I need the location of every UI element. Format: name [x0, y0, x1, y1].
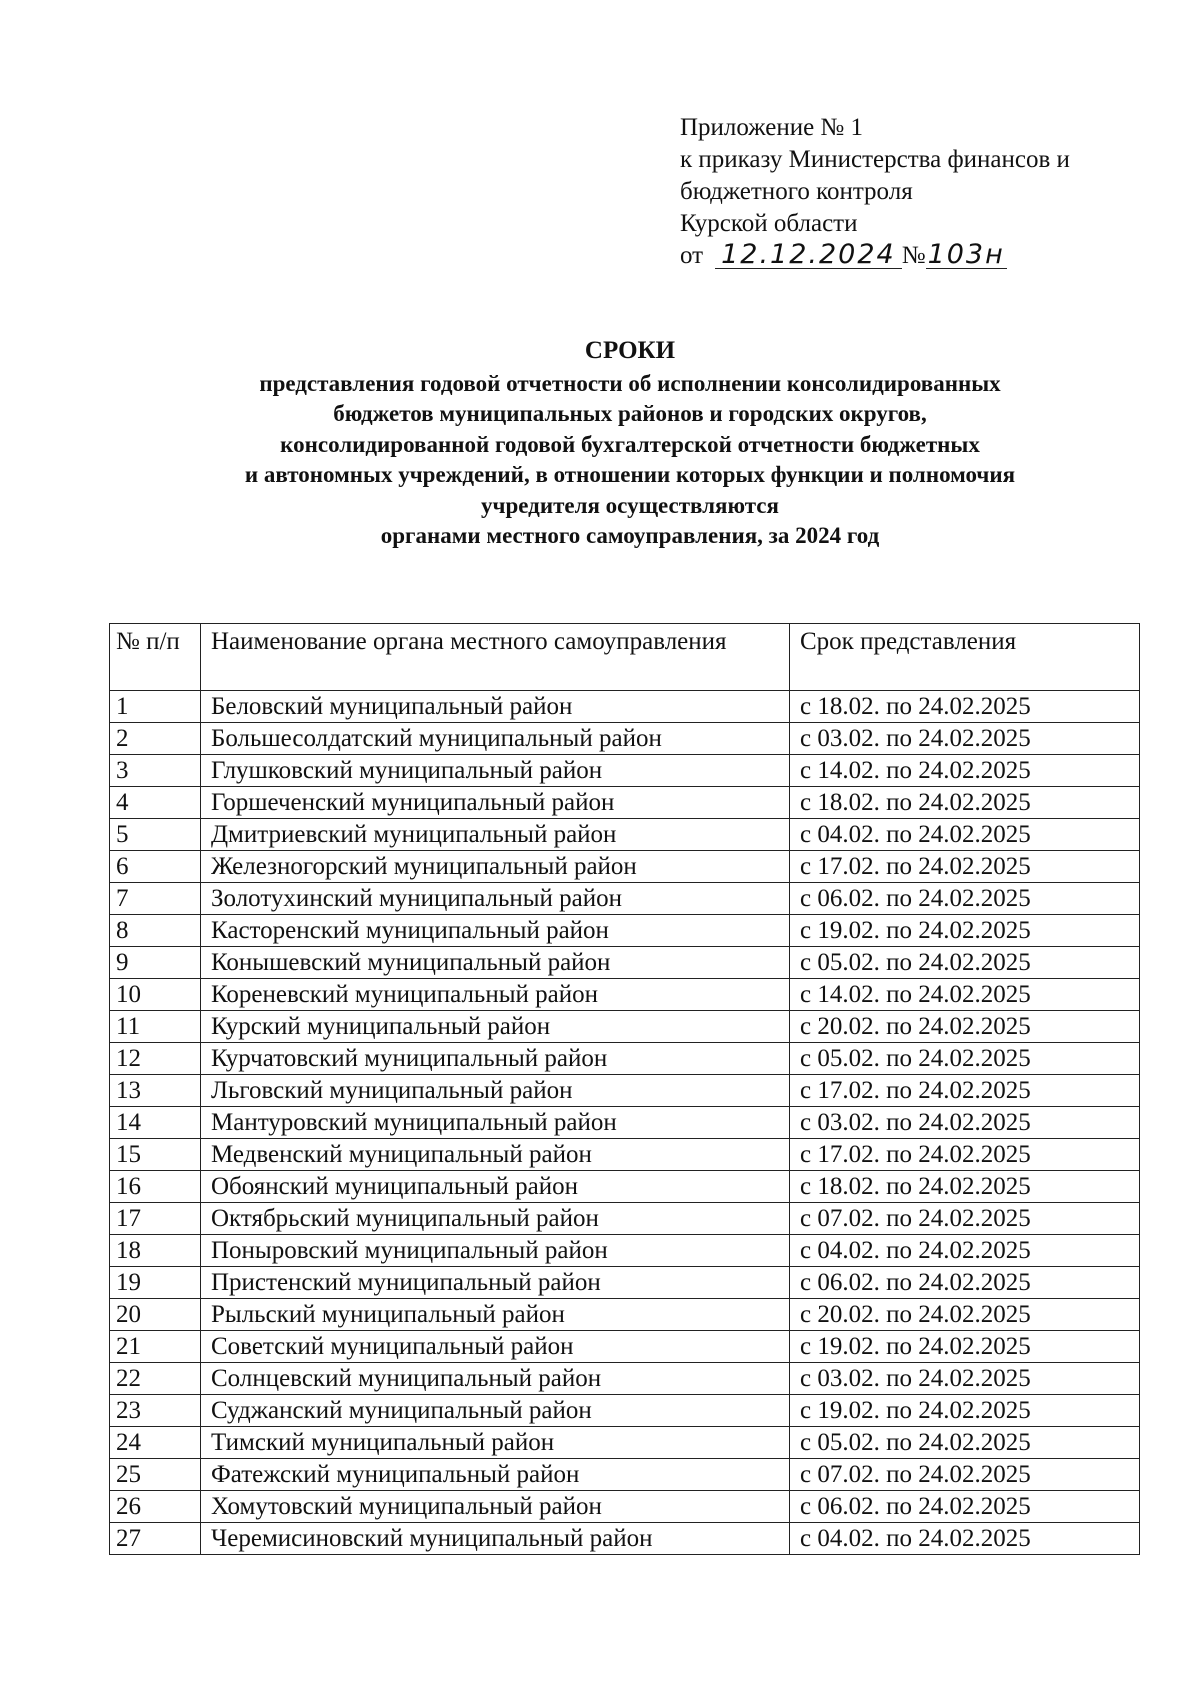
- row-deadline: с 20.02. по 24.02.2025: [790, 1011, 1140, 1043]
- table-row: [110, 1203, 1140, 1235]
- appendix-number: Приложение № 1: [680, 114, 864, 141]
- row-deadline: с 06.02. по 24.02.2025: [790, 883, 1140, 915]
- row-number: 3: [110, 755, 201, 787]
- row-deadline: с 19.02. по 24.02.2025: [790, 1331, 1140, 1363]
- row-number: 22: [110, 1363, 201, 1395]
- row-number: 9: [110, 947, 201, 979]
- row-body-name: Дмитриевский муниципальный район: [201, 819, 790, 851]
- header-body-name: Наименование органа местного самоуправления: [201, 624, 790, 691]
- order-date-line: [680, 240, 1070, 272]
- row-number: 15: [110, 1139, 201, 1171]
- row-number: 5: [110, 819, 201, 851]
- row-deadline: с 14.02. по 24.02.2025: [790, 755, 1140, 787]
- row-deadline: с 19.02. по 24.02.2025: [790, 1395, 1140, 1427]
- row-deadline: с 03.02. по 24.02.2025: [790, 723, 1140, 755]
- row-number: 19: [110, 1267, 201, 1299]
- row-body-name: Большесолдатский муниципальный район: [201, 723, 790, 755]
- row-body-name: Обоянский муниципальный район: [201, 1171, 790, 1203]
- row-deadline: с 20.02. по 24.02.2025: [790, 1299, 1140, 1331]
- table-row: [110, 1299, 1140, 1331]
- row-number: 2: [110, 723, 201, 755]
- row-number: 1: [110, 691, 201, 723]
- appendix-region: Курской области: [680, 210, 858, 237]
- row-number: 7: [110, 883, 201, 915]
- row-deadline: с 05.02. по 24.02.2025: [790, 947, 1140, 979]
- table-row: [110, 1363, 1140, 1395]
- row-deadline: с 17.02. по 24.02.2025: [790, 851, 1140, 883]
- row-deadline: с 17.02. по 24.02.2025: [790, 1075, 1140, 1107]
- row-body-name: Октябрьский муниципальный район: [201, 1203, 790, 1235]
- table-row: [110, 1235, 1140, 1267]
- row-deadline: с 04.02. по 24.02.2025: [790, 1235, 1140, 1267]
- heading-line-4: и автономных учреждений, в отношении которых функции и полномочия: [244, 462, 1016, 487]
- row-body-name: Тимский муниципальный район: [201, 1427, 790, 1459]
- row-deadline: с 04.02. по 24.02.2025: [790, 819, 1140, 851]
- row-number: 18: [110, 1235, 201, 1267]
- row-number: 4: [110, 787, 201, 819]
- appendix-order-ref: к приказу Министерства финансов и: [680, 146, 1070, 173]
- row-deadline: с 05.02. по 24.02.2025: [790, 1043, 1140, 1075]
- document-heading: [120, 336, 1140, 552]
- handwritten-date: 12.12.2024: [715, 242, 902, 269]
- row-deadline: с 17.02. по 24.02.2025: [790, 1139, 1140, 1171]
- row-number: 13: [110, 1075, 201, 1107]
- heading-line-1: представления годовой отчетности об исполнении консолидированных: [259, 370, 1001, 396]
- row-number: 6: [110, 851, 201, 883]
- handwritten-order-number: 103н: [927, 239, 1005, 270]
- row-body-name: Хомутовский муниципальный район: [201, 1491, 790, 1523]
- row-number: 27: [110, 1523, 201, 1555]
- table-row: [110, 691, 1140, 723]
- row-number: 12: [110, 1043, 201, 1075]
- table-row: [110, 755, 1140, 787]
- table-row: [110, 1171, 1140, 1203]
- table-row: [110, 1395, 1140, 1427]
- row-body-name: Черемисиновский муниципальный район: [201, 1523, 790, 1555]
- table-row: [110, 723, 1140, 755]
- table-body: [110, 691, 1140, 1555]
- table-row: [110, 1331, 1140, 1363]
- row-number: 8: [110, 915, 201, 947]
- row-body-name: Конышевский муниципальный район: [201, 947, 790, 979]
- row-deadline: с 18.02. по 24.02.2025: [790, 691, 1140, 723]
- table-row: [110, 1075, 1140, 1107]
- row-body-name: Советский муниципальный район: [201, 1331, 790, 1363]
- heading-line-6: органами местного самоуправления, за 2024 год: [380, 523, 880, 548]
- table-row: [110, 1139, 1140, 1171]
- document-title: СРОКИ: [584, 337, 676, 364]
- row-deadline: с 18.02. по 24.02.2025: [790, 787, 1140, 819]
- row-number: 14: [110, 1107, 201, 1139]
- row-number: 25: [110, 1459, 201, 1491]
- row-body-name: Касторенский муниципальный район: [201, 915, 790, 947]
- row-body-name: Курчатовский муниципальный район: [201, 1043, 790, 1075]
- row-deadline: с 03.02. по 24.02.2025: [790, 1363, 1140, 1395]
- table-header-row: [110, 624, 1140, 691]
- deadlines-table: [109, 623, 1140, 1555]
- row-number: 23: [110, 1395, 201, 1427]
- table-row: [110, 1267, 1140, 1299]
- date-prefix: от: [680, 242, 704, 269]
- row-deadline: с 19.02. по 24.02.2025: [790, 915, 1140, 947]
- appendix-block: [680, 112, 1070, 272]
- row-deadline: с 06.02. по 24.02.2025: [790, 1267, 1140, 1299]
- row-number: 17: [110, 1203, 201, 1235]
- row-body-name: Курский муниципальный район: [201, 1011, 790, 1043]
- row-number: 21: [110, 1331, 201, 1363]
- table-row: [110, 1491, 1140, 1523]
- row-body-name: Фатежский муниципальный район: [201, 1459, 790, 1491]
- header-number: № п/п: [110, 624, 201, 691]
- table-row: [110, 1523, 1140, 1555]
- row-deadline: с 14.02. по 24.02.2025: [790, 979, 1140, 1011]
- row-deadline: с 07.02. по 24.02.2025: [790, 1459, 1140, 1491]
- row-deadline: с 07.02. по 24.02.2025: [790, 1203, 1140, 1235]
- row-body-name: Рыльский муниципальный район: [201, 1299, 790, 1331]
- row-body-name: Кореневский муниципальный район: [201, 979, 790, 1011]
- row-deadline: с 03.02. по 24.02.2025: [790, 1107, 1140, 1139]
- number-sign: №: [901, 242, 926, 269]
- row-body-name: Железногорский муниципальный район: [201, 851, 790, 883]
- row-number: 11: [110, 1011, 201, 1043]
- heading-line-2: бюджетов муниципальных районов и городских округов,: [333, 401, 927, 426]
- table-row: [110, 1043, 1140, 1075]
- table-row: [110, 1107, 1140, 1139]
- heading-line-5: учредителя осуществляются: [481, 492, 779, 518]
- row-body-name: Горшеченский муниципальный район: [201, 787, 790, 819]
- row-body-name: Мантуровский муниципальный район: [201, 1107, 790, 1139]
- row-number: 10: [110, 979, 201, 1011]
- row-deadline: с 06.02. по 24.02.2025: [790, 1491, 1140, 1523]
- row-body-name: Суджанский муниципальный район: [201, 1395, 790, 1427]
- row-number: 24: [110, 1427, 201, 1459]
- row-body-name: Солнцевский муниципальный район: [201, 1363, 790, 1395]
- row-deadline: с 18.02. по 24.02.2025: [790, 1171, 1140, 1203]
- header-deadline: Срок представления: [790, 624, 1140, 691]
- row-number: 26: [110, 1491, 201, 1523]
- table-row: [110, 787, 1140, 819]
- row-number: 16: [110, 1171, 201, 1203]
- heading-line-3: консолидированной годовой бухгалтерской отчетности бюджетных: [280, 431, 980, 457]
- table-row: [110, 947, 1140, 979]
- table-row: [110, 819, 1140, 851]
- row-body-name: Медвенский муниципальный район: [201, 1139, 790, 1171]
- table-row: [110, 1427, 1140, 1459]
- row-deadline: с 04.02. по 24.02.2025: [790, 1523, 1140, 1555]
- row-body-name: Поныровский муниципальный район: [201, 1235, 790, 1267]
- table-row: [110, 915, 1140, 947]
- row-body-name: Глушковский муниципальный район: [201, 755, 790, 787]
- table-row: [110, 1011, 1140, 1043]
- row-body-name: Золотухинский муниципальный район: [201, 883, 790, 915]
- table-row: [110, 1459, 1140, 1491]
- table-row: [110, 979, 1140, 1011]
- row-body-name: Пристенский муниципальный район: [201, 1267, 790, 1299]
- table-row: [110, 851, 1140, 883]
- row-deadline: с 05.02. по 24.02.2025: [790, 1427, 1140, 1459]
- table-row: [110, 883, 1140, 915]
- row-number: 20: [110, 1299, 201, 1331]
- row-body-name: Беловский муниципальный район: [201, 691, 790, 723]
- appendix-order-ref-cont: бюджетного контроля: [680, 178, 913, 205]
- row-body-name: Льговский муниципальный район: [201, 1075, 790, 1107]
